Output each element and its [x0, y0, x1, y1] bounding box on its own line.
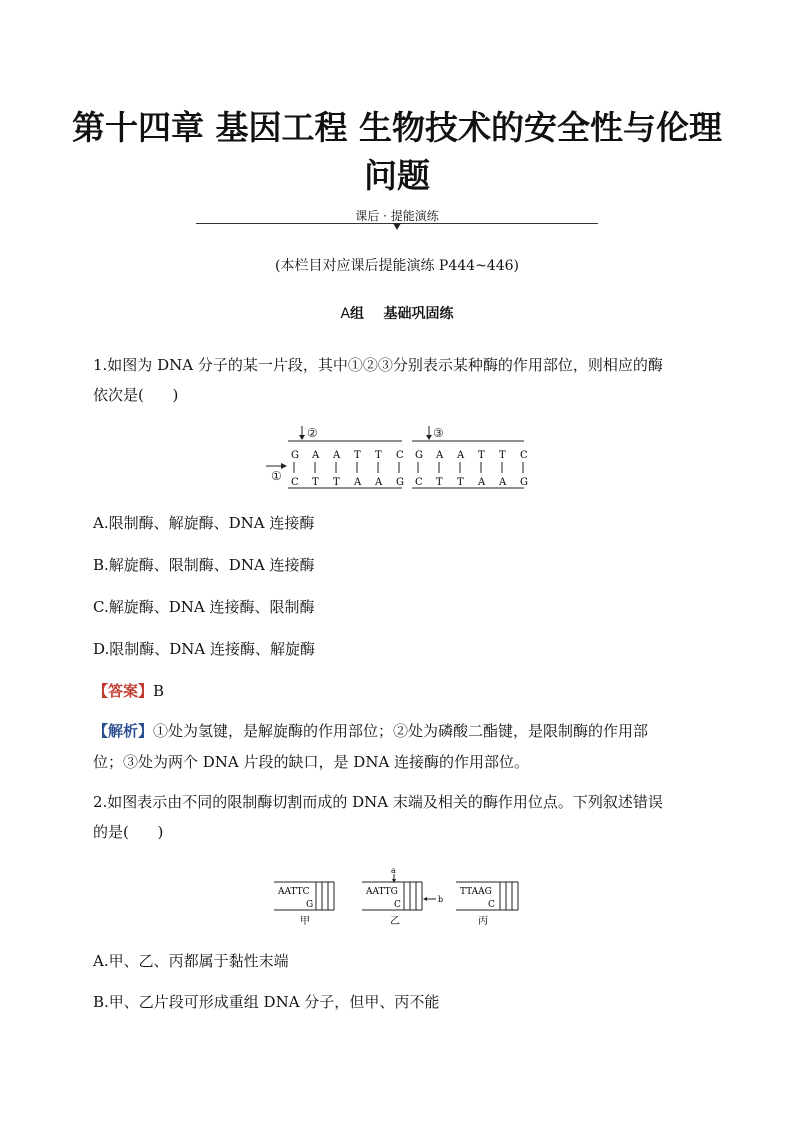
- bing-bottom-seq: C: [488, 900, 495, 910]
- bing-label: 丙: [478, 916, 488, 927]
- top-base: G: [291, 450, 299, 461]
- top-base: A: [457, 450, 465, 461]
- question-1-stem: [93, 350, 703, 410]
- group-title: 组 基础巩固练: [350, 306, 454, 322]
- q1-option-d[interactable]: D.限制酶、DNA 连接酶、解旋酶: [93, 640, 316, 658]
- top-base: T: [499, 450, 506, 461]
- section-tag: 课后 · 提能演练: [355, 209, 439, 223]
- chapter-title-line2: 问题: [364, 156, 430, 195]
- marker-2: ②: [307, 426, 318, 440]
- explanation-line2: 位；③处为两个 DNA 片段的缺口，是 DNA 连接酶的作用部位。: [93, 753, 530, 771]
- q1-stem-line2: 依次是( ): [93, 386, 179, 404]
- top-base: A: [436, 450, 444, 461]
- top-base: T: [354, 450, 361, 461]
- q1-dna-figure: [262, 422, 537, 494]
- bottom-base: T: [312, 477, 319, 488]
- bottom-base: G: [396, 477, 404, 488]
- q1-option-b[interactable]: B.解旋酶、限制酶、DNA 连接酶: [93, 556, 315, 574]
- marker-3: ③: [433, 426, 444, 440]
- bottom-base: T: [333, 477, 340, 488]
- q1-option-c[interactable]: C.解旋酶、DNA 连接酶、限制酶: [93, 598, 315, 616]
- top-base: G: [415, 450, 423, 461]
- question-2-stem: [93, 787, 703, 847]
- q1-stem-line1: 1.如图为 DNA 分子的某一片段，其中①②③分别表示某种酶的作用部位，则相应的酶: [93, 356, 663, 374]
- q1-option-a[interactable]: A.限制酶、解旋酶、DNA 连接酶: [93, 514, 315, 532]
- arrow-a-label: a: [391, 866, 396, 875]
- q1-answer: [93, 680, 164, 701]
- top-base: T: [478, 450, 485, 461]
- yi-top-seq: AATTG: [366, 887, 398, 897]
- bing-top-seq: TTAAG: [460, 887, 492, 897]
- q2-stem-line1: 2.如图表示由不同的限制酶切割而成的 DNA 末端及相关的酶作用位点。下列叙述错误: [93, 793, 663, 811]
- marker-1: ①: [271, 469, 282, 483]
- yi-label: 乙: [390, 916, 400, 927]
- top-base: A: [312, 450, 320, 461]
- bottom-base: G: [520, 477, 528, 488]
- top-base: T: [375, 450, 382, 461]
- top-base: C: [396, 450, 404, 461]
- q2-stem-line2: 的是( ): [93, 823, 164, 841]
- bottom-base: A: [478, 477, 486, 488]
- top-base: A: [333, 450, 341, 461]
- group-prefix: A: [340, 306, 351, 322]
- bottom-base: T: [457, 477, 464, 488]
- bottom-base: C: [291, 477, 299, 488]
- yi-bottom-seq: C: [394, 900, 401, 910]
- explanation-line1: ①处为氢键，是解旋酶的作用部位；②处为磷酸二酯键，是限制酶的作用部: [153, 722, 649, 740]
- jia-bottom-seq: G: [306, 900, 314, 910]
- explanation-label: 【解析】: [93, 722, 154, 740]
- triangle-marker-icon: [393, 223, 401, 230]
- q2-option-a[interactable]: A.甲、乙、丙都属于黏性末端: [93, 952, 289, 970]
- bottom-base: C: [415, 477, 423, 488]
- bottom-base: A: [499, 477, 507, 488]
- chapter-title-line1: 第十四章 基因工程 生物技术的安全性与伦理: [72, 108, 722, 147]
- bottom-base: A: [354, 477, 362, 488]
- bottom-base: T: [436, 477, 443, 488]
- bottom-base: A: [375, 477, 383, 488]
- page-reference: (本栏目对应课后提能演练 P444~446): [275, 258, 519, 274]
- answer-label: 【答案】: [93, 682, 154, 700]
- answer-value: B: [153, 682, 165, 700]
- arrow-b-label: b: [438, 895, 444, 904]
- q2-option-b[interactable]: B.甲、乙片段可形成重组 DNA 分子，但甲、丙不能: [93, 993, 440, 1011]
- jia-label: 甲: [300, 916, 310, 927]
- group-heading: [0, 303, 794, 323]
- top-base: C: [520, 450, 528, 461]
- q1-explanation: [93, 716, 703, 778]
- jia-top-seq: AATTC: [278, 887, 310, 897]
- q2-dna-ends-figure: [270, 864, 530, 930]
